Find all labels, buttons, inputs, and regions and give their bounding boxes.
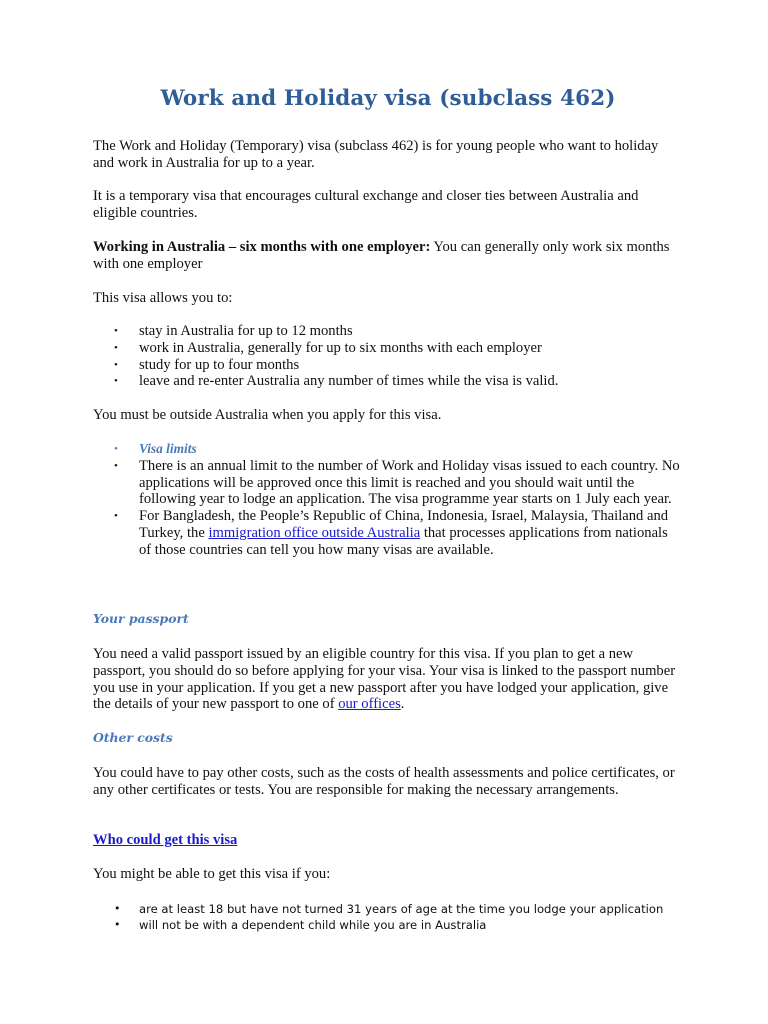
who-heading-paragraph	[93, 832, 683, 849]
list-item: • stay in Australia for up to 12 months	[114, 323, 353, 339]
working-bold-label: Working in Australia – six months with one employer:	[93, 239, 431, 255]
list-item: • are at least 18 but have not turned 31 years of age at the time you lodge your application	[114, 902, 664, 916]
bullet-icon: •	[114, 325, 118, 337]
costs-paragraph: You could have to pay other costs, such as the costs of health assessments and police certificates, or any other certificates or tests. You are responsible for making the necessary arrangements.	[93, 765, 675, 798]
bullet-icon: •	[114, 510, 118, 523]
intro-paragraph-1: The Work and Holiday (Temporary) visa (subclass 462) is for young people who want to holiday and work in Australia for up to a year.	[93, 138, 659, 171]
list-item: • There is an annual limit to the number of Work and Holiday visas issued to each country. No applications will be approved once this limit is reached and you should wait until the following year to lodge an application. The visa programme year starts on 1 July each year.	[114, 457, 680, 508]
intro-paragraph-2: It is a temporary visa that encourages cultural exchange and closer ties between Australia and eligible countries.	[93, 188, 639, 221]
passport-heading: Your passport	[93, 611, 189, 626]
list-item: • work in Australia, generally for up to six months with each employer	[114, 339, 542, 356]
working-text: You can generally only work six months with one employer	[93, 239, 670, 272]
bullet-icon: •	[114, 375, 118, 388]
limits-list	[93, 441, 683, 559]
visa-limits-heading: Visa limits	[139, 441, 197, 456]
passport-paragraph: You need a valid passport issued by an eligible country for this visa. If you plan to get a new passport, you should do so before applying for your visa. Your visa is linked to the passport number you use in your application. If you get a new passport after you have lodged your application, give the details of your new passport to one of our offices.	[93, 646, 676, 713]
other-costs-heading: Other costs	[93, 730, 173, 745]
who-intro: You might be able to get this visa if you:	[93, 866, 331, 882]
allows-intro: This visa allows you to:	[93, 290, 233, 306]
bullet-icon: •	[114, 902, 121, 915]
our-offices-link[interactable]: our offices	[338, 696, 401, 713]
bullet-icon: •	[114, 341, 118, 354]
immigration-office-link[interactable]: immigration office outside Australia	[208, 524, 421, 541]
bullet-icon: •	[114, 918, 121, 932]
bullet-icon: •	[114, 443, 118, 455]
outside-paragraph: You must be outside Australia when you apply for this visa.	[93, 407, 442, 423]
list-item: • study for up to four months	[114, 356, 300, 373]
who-could-get-link[interactable]: Who could get this visa	[93, 832, 238, 848]
allows-list	[93, 323, 683, 390]
bullet-icon: •	[114, 459, 118, 472]
list-item	[93, 441, 683, 458]
bullet-icon: •	[114, 358, 118, 371]
list-item: • will not be with a dependent child while you are in Australia	[114, 918, 487, 933]
list-item: • For Bangladesh, the People’s Republic of China, Indonesia, Israel, Malaysia, Thailand and Turkey, the immigration office outside Australia that processes applications from nationals of those countries can tell you how many visas are available.	[114, 508, 669, 558]
page-title: Work and Holiday visa (subclass 462)	[160, 86, 616, 111]
who-list	[93, 901, 683, 934]
working-paragraph	[93, 239, 683, 273]
list-item: • leave and re-enter Australia any number of times while the visa is valid.	[114, 373, 559, 390]
